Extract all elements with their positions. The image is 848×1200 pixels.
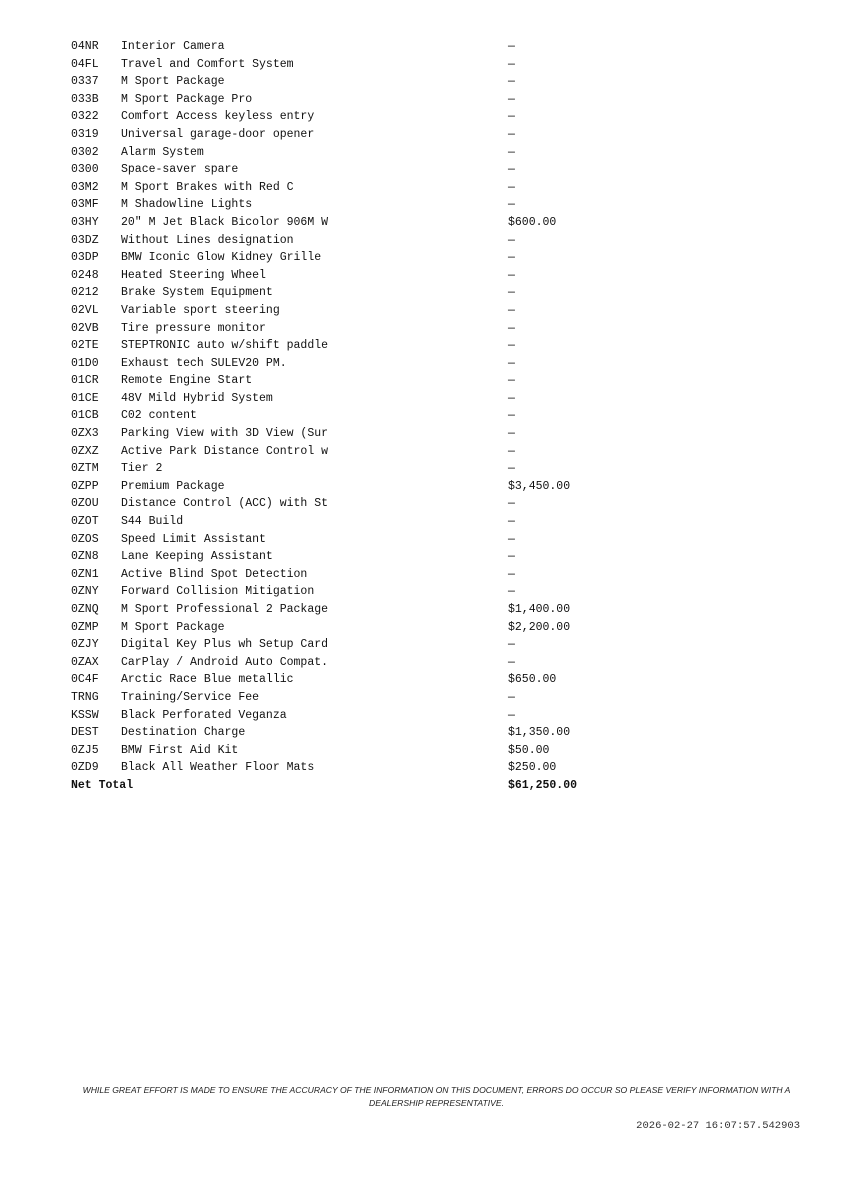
option-description: CarPlay / Android Auto Compat.	[121, 655, 329, 669]
option-row	[71, 759, 631, 777]
option-code: 0ZNQ	[71, 603, 99, 616]
option-row	[71, 284, 631, 302]
option-description: M Sport Package	[121, 620, 225, 634]
option-code: 0ZD9	[71, 761, 99, 775]
net-total-label: Net Total	[71, 778, 134, 792]
option-price: —	[508, 251, 515, 265]
option-description: 20" M Jet Black Bicolor 906M W	[121, 215, 329, 229]
option-row	[71, 654, 631, 672]
option-code: 01CR	[71, 374, 99, 388]
option-code: 0ZOS	[71, 532, 99, 546]
option-description: Exhaust tech SULEV20 PM.	[121, 356, 287, 370]
option-row	[71, 38, 631, 56]
option-description: Destination Charge	[121, 726, 246, 740]
option-code: 0ZN8	[71, 550, 99, 564]
option-row	[71, 407, 631, 425]
option-description: Forward Collision Mitigation	[121, 585, 315, 599]
option-code: 0302	[71, 145, 99, 159]
option-row	[71, 144, 631, 162]
option-description: Digital Key Plus wh Setup Card	[121, 638, 329, 652]
option-row	[71, 619, 631, 637]
option-description: STEPTRONIC auto w/shift paddle	[121, 339, 329, 353]
option-price: $600.00	[508, 215, 557, 229]
option-code: DEST	[71, 726, 99, 740]
option-code: 0ZNY	[71, 585, 99, 599]
option-description: C02 content	[121, 409, 197, 423]
option-row	[71, 179, 631, 197]
option-price: —	[508, 585, 515, 599]
option-row	[71, 161, 631, 179]
option-code: 04FL	[71, 57, 99, 71]
option-description: Active Park Distance Control w	[121, 444, 329, 458]
option-price: —	[508, 690, 515, 704]
option-row	[71, 443, 631, 461]
option-code: 03DP	[71, 251, 99, 265]
option-code: 0C4F	[71, 673, 99, 687]
option-code: 0337	[71, 75, 99, 89]
option-price: —	[508, 356, 515, 370]
option-price: —	[508, 198, 515, 212]
option-price: —	[508, 409, 515, 423]
option-row	[71, 232, 631, 250]
option-code: TRNG	[71, 690, 99, 704]
option-price: —	[508, 57, 515, 71]
option-row	[71, 302, 631, 320]
option-description: Travel and Comfort System	[121, 57, 294, 71]
option-row	[71, 249, 631, 267]
option-row	[71, 355, 631, 373]
option-price: —	[508, 444, 515, 458]
option-row	[71, 56, 631, 74]
option-price: —	[508, 532, 515, 546]
option-row	[71, 196, 631, 214]
option-description: Arctic Race Blue metallic	[121, 673, 294, 687]
option-price: —	[508, 163, 515, 177]
option-code: 03HY	[71, 215, 99, 229]
option-code: 0ZAX	[71, 655, 99, 669]
option-price: $1,400.00	[508, 603, 571, 616]
option-description: Tire pressure monitor	[121, 321, 266, 335]
net-total-value: $61,250.00	[508, 778, 578, 792]
option-description: Black All Weather Floor Mats	[121, 761, 315, 775]
option-price: —	[508, 321, 515, 335]
option-price: $1,350.00	[508, 726, 571, 740]
option-price: —	[508, 427, 515, 441]
option-price: $250.00	[508, 761, 557, 775]
option-row	[71, 425, 631, 443]
option-row	[71, 707, 631, 725]
option-row	[71, 372, 631, 390]
option-code: 01CB	[71, 409, 99, 423]
option-description: Comfort Access keyless entry	[121, 110, 315, 124]
option-row	[71, 91, 631, 109]
option-price: —	[508, 233, 515, 247]
option-description: Black Perforated Veganza	[121, 708, 287, 722]
option-row	[71, 460, 631, 478]
option-code: 0212	[71, 286, 99, 300]
option-price: —	[508, 268, 515, 282]
option-row	[71, 724, 631, 742]
option-code: 03MF	[71, 198, 99, 212]
option-price: —	[508, 40, 515, 53]
option-code: 0ZPP	[71, 479, 99, 493]
option-code: 04NR	[71, 40, 99, 53]
option-row	[71, 320, 631, 338]
print-timestamp: 2026-02-27 16:07:57.542903	[636, 1120, 800, 1132]
option-row	[71, 671, 631, 689]
option-row	[71, 126, 631, 144]
option-row	[71, 73, 631, 91]
option-price: —	[508, 515, 515, 529]
option-code: 0ZX3	[71, 427, 99, 441]
option-description: Tier 2	[121, 462, 163, 476]
option-description: Variable sport steering	[121, 303, 280, 317]
option-row	[71, 548, 631, 566]
option-price: —	[508, 92, 515, 106]
option-description: Brake System Equipment	[121, 286, 273, 300]
option-code: 02VB	[71, 321, 99, 335]
option-price: $650.00	[508, 673, 557, 687]
option-rows	[71, 38, 631, 777]
option-row	[71, 267, 631, 285]
option-price: —	[508, 145, 515, 159]
option-description: Universal garage-door opener	[121, 127, 315, 141]
option-description: Heated Steering Wheel	[121, 268, 266, 282]
option-description: Lane Keeping Assistant	[121, 550, 273, 564]
option-code: 0300	[71, 163, 99, 177]
option-price: —	[508, 180, 515, 194]
option-price: —	[508, 497, 515, 511]
option-price: —	[508, 339, 515, 353]
option-row	[71, 636, 631, 654]
option-code: KSSW	[71, 708, 99, 722]
option-price: $3,450.00	[508, 479, 571, 493]
option-row	[71, 478, 631, 496]
option-code: 0ZN1	[71, 567, 99, 581]
option-price: —	[508, 655, 515, 669]
option-price: —	[508, 567, 515, 581]
option-row	[71, 390, 631, 408]
option-code: 02TE	[71, 339, 99, 353]
option-price: —	[508, 391, 515, 405]
option-row	[71, 583, 631, 601]
option-price: $50.00	[508, 743, 550, 757]
option-code: 03M2	[71, 180, 99, 194]
option-description: M Sport Package Pro	[121, 92, 253, 106]
option-description: BMW First Aid Kit	[121, 743, 239, 757]
option-description: Space-saver spare	[121, 163, 239, 177]
accuracy-disclaimer: WHILE GREAT EFFORT IS MADE TO ENSURE THE ACCURACY OF THE INFORMATION ON THIS DOCUMENT, ERRORS DO OCCUR SO PLEASE VERIFY INFORMATION WITH A DEALERSHIP REPRESENTATIVE.	[82, 1085, 791, 1108]
option-row	[71, 601, 631, 619]
option-row	[71, 742, 631, 760]
option-code: 0ZOT	[71, 515, 99, 529]
option-row	[71, 689, 631, 707]
option-code: 03DZ	[71, 233, 99, 247]
option-description: BMW Iconic Glow Kidney Grille	[121, 251, 322, 265]
option-price: —	[508, 286, 515, 300]
options-list	[71, 38, 631, 795]
option-description: S44 Build	[121, 515, 184, 529]
option-description: Distance Control (ACC) with St	[121, 497, 329, 511]
option-price: —	[508, 462, 515, 476]
option-row	[71, 108, 631, 126]
net-total-row	[71, 777, 631, 795]
option-code: 0322	[71, 110, 99, 124]
option-code: 0248	[71, 268, 99, 282]
option-code: 0ZOU	[71, 497, 99, 511]
option-description: 48V Mild Hybrid System	[121, 391, 273, 405]
option-row	[71, 513, 631, 531]
option-price: —	[508, 127, 515, 141]
option-price: —	[508, 110, 515, 124]
option-price: —	[508, 374, 515, 388]
option-description: Interior Camera	[121, 40, 225, 53]
option-code: 0ZTM	[71, 462, 99, 476]
option-code: 033B	[71, 92, 99, 106]
option-code: 0ZMP	[71, 620, 99, 634]
option-code: 02VL	[71, 303, 99, 317]
option-description: Speed Limit Assistant	[121, 532, 266, 546]
option-description: M Shadowline Lights	[121, 198, 253, 212]
option-row	[71, 214, 631, 232]
option-description: Premium Package	[121, 479, 225, 493]
option-description: Active Blind Spot Detection	[121, 567, 308, 581]
option-description: Without Lines designation	[121, 233, 294, 247]
option-row	[71, 531, 631, 549]
option-description: M Sport Professional 2 Package	[121, 603, 329, 616]
option-code: 01CE	[71, 391, 99, 405]
option-code: 0ZJY	[71, 638, 99, 652]
option-price: $2,200.00	[508, 620, 571, 634]
option-code: 0ZXZ	[71, 444, 99, 458]
option-description: Parking View with 3D View (Sur	[121, 427, 329, 441]
option-price: —	[508, 75, 515, 89]
option-description: M Sport Brakes with Red C	[121, 180, 294, 194]
option-description: Alarm System	[121, 145, 204, 159]
option-code: 0319	[71, 127, 99, 141]
option-price: —	[508, 303, 515, 317]
option-row	[71, 337, 631, 355]
option-code: 01D0	[71, 356, 99, 370]
option-price: —	[508, 550, 515, 564]
option-description: M Sport Package	[121, 75, 225, 89]
option-price: —	[508, 638, 515, 652]
option-description: Remote Engine Start	[121, 374, 253, 388]
option-description: Training/Service Fee	[121, 690, 260, 704]
option-price: —	[508, 708, 515, 722]
option-code: 0ZJ5	[71, 743, 99, 757]
option-row	[71, 495, 631, 513]
option-row	[71, 566, 631, 584]
